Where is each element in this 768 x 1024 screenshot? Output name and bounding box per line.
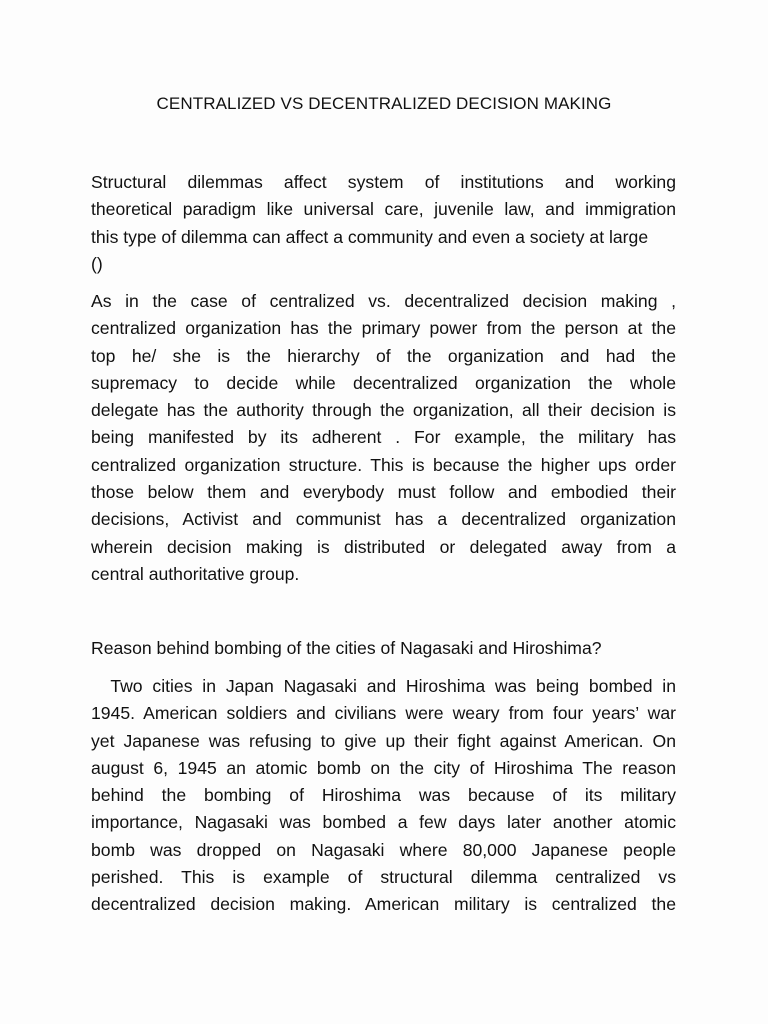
text-line: () bbox=[91, 253, 103, 274]
text-line: this type of dilemma can affect a community and even a society at large bbox=[91, 226, 649, 247]
text-line: delegate has the authority through the organization, all their decision is bbox=[91, 400, 676, 421]
text-line: decentralized decision making. American military is centralized the bbox=[91, 894, 676, 915]
text-line: centralized organization has the primary power from the person at the bbox=[91, 318, 676, 339]
text-line: importance, Nagasaki was bombed a few days later another atomic bbox=[91, 812, 676, 833]
document-title: CENTRALIZED VS DECENTRALIZED DECISION MAKING bbox=[156, 94, 612, 113]
text-line: theoretical paradigm like universal care, juvenile law, and immigration bbox=[91, 199, 676, 220]
text-line: perished. This is example of structural dilemma centralized vs bbox=[91, 867, 676, 888]
text-line: top he/ she is the hierarchy of the organization and had the bbox=[91, 345, 676, 366]
text-line: central authoritative group. bbox=[91, 563, 300, 584]
paragraph-nagasaki-hiroshima bbox=[91, 673, 676, 919]
text-line: decisions, Activist and communist has a decentralized organization bbox=[91, 509, 676, 530]
text-line: As in the case of centralized vs. decentralized decision making , bbox=[91, 291, 676, 311]
text-line: august 6, 1945 an atomic bomb on the city of Hiroshima The reason bbox=[91, 757, 676, 778]
heading-text: Reason behind bombing of the cities of Nagasaki and Hiroshima? bbox=[91, 638, 602, 658]
text-line: yet Japanese was refusing to give up their fight against American. On bbox=[91, 730, 676, 751]
paragraph-centralized-vs-decentralized bbox=[91, 288, 676, 588]
text-line: 1945. American soldiers and civilians were weary from four years’ war bbox=[91, 703, 676, 724]
section-heading bbox=[91, 635, 676, 662]
paragraph-structural-dilemmas bbox=[91, 169, 676, 278]
text-line: wherein decision making is distributed or delegated away from a bbox=[91, 536, 676, 557]
text-line: Structural dilemmas affect system of institutions and working bbox=[91, 172, 676, 192]
text-line: behind the bombing of Hiroshima was because of its military bbox=[91, 785, 676, 806]
text-line: centralized organization structure. This is because the higher ups order bbox=[91, 454, 676, 475]
text-line: those below them and everybody must follow and embodied their bbox=[91, 482, 676, 503]
text-line: bomb was dropped on Nagasaki where 80,000 Japanese people bbox=[91, 839, 676, 860]
text-line: being manifested by its adherent . For example, the military has bbox=[91, 427, 676, 448]
text-line: Two cities in Japan Nagasaki and Hiroshima was being bombed in bbox=[91, 676, 676, 696]
text-line: supremacy to decide while decentralized organization the whole bbox=[91, 372, 676, 393]
